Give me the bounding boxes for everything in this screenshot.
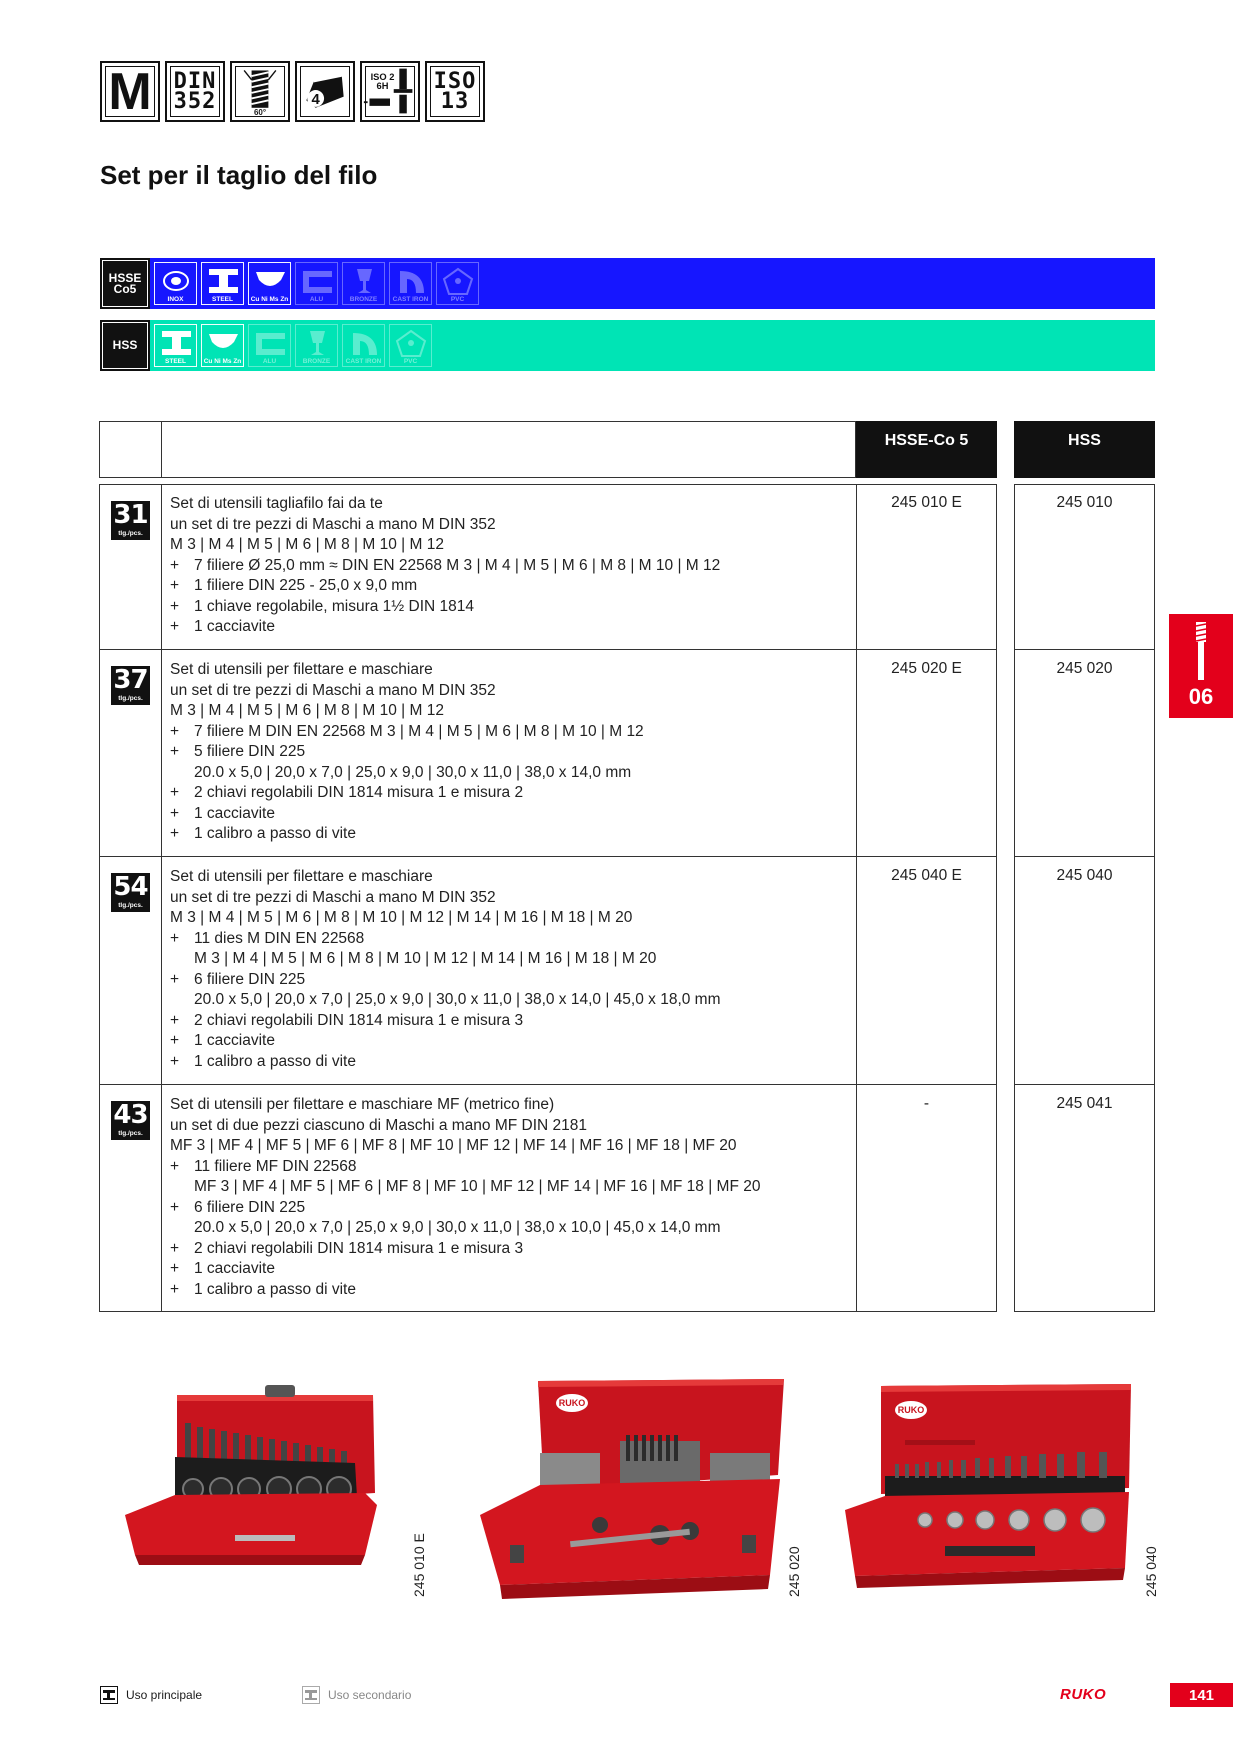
bronze-icon xyxy=(295,324,338,367)
alu-icon xyxy=(248,324,291,367)
svg-text:RUKO: RUKO xyxy=(558,1398,586,1408)
description-line: + 1 calibro a passo di vite xyxy=(170,825,356,842)
legend-primary-use: Uso principale xyxy=(100,1686,202,1704)
product-description xyxy=(170,494,720,638)
description-line: + 1 cacciavite xyxy=(170,1260,275,1277)
table-row-hss-cell xyxy=(1014,857,1155,1085)
hss-material-bar xyxy=(100,320,1155,371)
table-row-hss-cell xyxy=(1014,650,1155,857)
column-header-hss: HSS xyxy=(1014,421,1155,478)
tolerance-class-icon xyxy=(360,61,420,122)
description-line: M 3 | M 4 | M 5 | M 6 | M 8 | M 10 | M 12 xyxy=(170,702,444,719)
page-title: Set per il taglio del filo xyxy=(100,160,378,190)
description-line: + 2 chiavi regolabili DIN 1814 misura 1 e misura 3 xyxy=(170,1239,524,1257)
description-line: un set di tre pezzi di Maschi a mano M DIN 352 xyxy=(170,515,496,533)
article-code-hss[interactable]: 245 041 xyxy=(1056,1095,1113,1112)
product-photo-245010e xyxy=(125,1385,405,1585)
table-row-hss-cell xyxy=(1014,1085,1155,1312)
material-label: STEEL xyxy=(165,358,186,365)
description-line: + 2 chiavi regolabili DIN 1814 misura 1 e misura 2 xyxy=(170,784,524,801)
steel-icon xyxy=(201,262,244,305)
table-header-blank xyxy=(99,421,856,478)
description-line: MF 3 | MF 4 | MF 5 | MF 6 | MF 8 | MF 10 | MF 12 | MF 14 | MF 16 | MF 18 | MF 20 xyxy=(194,1178,761,1195)
material-label: Cu Ni Ms Zn xyxy=(250,296,289,303)
description-line: + 6 filiere DIN 225 xyxy=(170,1198,306,1216)
photo-caption-2: 245 020 xyxy=(786,1546,802,1597)
description-line: + 11 dies M DIN EN 22568 xyxy=(170,929,365,947)
description-line: + 1 cacciavite xyxy=(170,618,275,635)
din-352-icon: DIN 352 xyxy=(165,61,225,122)
cu-ni-ms-zn-icon xyxy=(248,262,291,305)
material-label: CAST IRON xyxy=(392,296,429,303)
piece-count-badge: 43 tlg./pcs. xyxy=(111,1101,150,1140)
legend-secondary-use: Uso secondario xyxy=(302,1686,411,1704)
chapter-number: 06 xyxy=(1188,684,1214,709)
svg-text:RUKO: RUKO xyxy=(897,1405,925,1415)
piece-count-badge: 37 tlg./pcs. xyxy=(111,666,150,705)
article-code-hss[interactable]: 245 010 xyxy=(1056,494,1113,511)
hsse-label: HSSE Co5 xyxy=(102,260,148,307)
cast-iron-icon xyxy=(389,262,432,305)
spec-icon-row xyxy=(100,61,485,122)
article-code-hss[interactable]: 245 020 xyxy=(1056,660,1113,677)
page-number: 141 xyxy=(1170,1683,1233,1707)
description-line: + 7 filiere Ø 25,0 mm ≈ DIN EN 22568 M 3 | M 4 | M 5 | M 6 | M 8 | M 10 | M 12 xyxy=(170,556,721,574)
description-line: + 2 chiavi regolabili DIN 1814 misura 1 e misura 3 xyxy=(170,1011,524,1029)
product-description xyxy=(170,1095,760,1300)
material-label: ALU xyxy=(262,358,277,365)
description-line: + 6 filiere DIN 225 xyxy=(170,970,306,988)
material-label: Cu Ni Ms Zn xyxy=(203,358,242,365)
brand-logo: RUKO xyxy=(1060,1686,1107,1703)
tap-icon xyxy=(1193,622,1209,682)
description-line: + 1 cacciavite xyxy=(170,1032,275,1049)
product-description xyxy=(170,660,644,845)
description-line: + 1 filiere DIN 225 - 25,0 x 9,0 mm xyxy=(170,577,418,594)
description-line: Set di utensili per filettare e maschiare xyxy=(170,661,433,678)
description-line: 20.0 x 5,0 | 20,0 x 7,0 | 25,0 x 9,0 | 30,0 x 11,0 | 38,0 x 10,0 | 45,0 x 14,0 mm xyxy=(194,1219,721,1236)
article-code-hsse[interactable]: 245 040 E xyxy=(891,867,962,884)
material-label: BRONZE xyxy=(349,296,378,303)
description-line: Set di utensili per filettare e maschiare MF (metrico fine) xyxy=(170,1096,555,1113)
cu-ni-ms-zn-icon xyxy=(201,324,244,367)
article-code-hsse[interactable]: 245 010 E xyxy=(891,494,962,511)
steel-icon xyxy=(100,1686,118,1704)
hss-label: HSS xyxy=(102,322,148,369)
steel-dim-icon xyxy=(302,1686,320,1704)
pvc-icon xyxy=(389,324,432,367)
iso-13-icon: ISO 13 xyxy=(425,61,485,122)
material-label: PVC xyxy=(403,358,418,365)
chamfer-form-icon xyxy=(295,61,355,122)
steel-icon xyxy=(154,324,197,367)
description-line: + 1 calibro a passo di vite xyxy=(170,1280,356,1298)
description-line: + 5 filiere DIN 225 xyxy=(170,743,306,760)
product-photo-245020 xyxy=(480,1375,790,1605)
material-label: CAST IRON xyxy=(345,358,382,365)
description-line: + 11 filiere MF DIN 22568 xyxy=(170,1157,357,1175)
material-label: ALU xyxy=(309,296,324,303)
description-line: 20.0 x 5,0 | 20,0 x 7,0 | 25,0 x 9,0 | 30,0 x 11,0 | 38,0 x 14,0 mm xyxy=(194,763,632,781)
material-label: STEEL xyxy=(212,296,233,303)
hsse-material-bar xyxy=(100,258,1155,309)
material-label: BRONZE xyxy=(302,358,331,365)
description-line: + 1 calibro a passo di vite xyxy=(170,1052,356,1070)
product-photo-245040 xyxy=(845,1380,1135,1600)
description-line: Set di utensili per filettare e maschiare xyxy=(170,868,433,885)
description-line: M 3 | M 4 | M 5 | M 6 | M 8 | M 10 | M 12 xyxy=(170,536,444,553)
thread-angle-icon: 60° xyxy=(230,61,290,122)
description-line: Set di utensili tagliafilo fai da te xyxy=(170,495,383,512)
description-line: + 1 chiave regolabile, misura 1½ DIN 1814 xyxy=(170,597,475,615)
description-line: + 7 filiere M DIN EN 22568 M 3 | M 4 | M 5 | M 6 | M 8 | M 10 | M 12 xyxy=(170,722,644,740)
product-description xyxy=(170,867,721,1072)
inox-icon xyxy=(154,262,197,305)
piece-count-badge: 31 tlg./pcs. xyxy=(111,501,150,540)
cast-iron-icon xyxy=(342,324,385,367)
description-line: + 1 cacciavite xyxy=(170,804,275,822)
bronze-icon xyxy=(342,262,385,305)
photo-caption-3: 245 040 xyxy=(1143,1546,1159,1597)
material-label: INOX xyxy=(167,296,184,303)
metric-thread-icon: M xyxy=(100,61,160,122)
column-header-hsse: HSSE-Co 5 xyxy=(856,421,997,478)
description-line: un set di tre pezzi di Maschi a mano M DIN 352 xyxy=(170,681,496,699)
description-line: un set di tre pezzi di Maschi a mano M DIN 352 xyxy=(170,888,496,906)
description-line: 20.0 x 5,0 | 20,0 x 7,0 | 25,0 x 9,0 | 30,0 x 11,0 | 38,0 x 14,0 | 45,0 x 18,0 mm xyxy=(194,991,721,1008)
description-line: MF 3 | MF 4 | MF 5 | MF 6 | MF 8 | MF 10 | MF 12 | MF 14 | MF 16 | MF 18 | MF 20 xyxy=(170,1137,737,1154)
article-code-hsse[interactable]: - xyxy=(923,1095,930,1112)
material-label: PVC xyxy=(450,296,465,303)
description-line: M 3 | M 4 | M 5 | M 6 | M 8 | M 10 | M 12 | M 14 | M 16 | M 18 | M 20 xyxy=(170,909,633,926)
article-code-hsse[interactable]: 245 020 E xyxy=(891,660,962,677)
pvc-icon xyxy=(436,262,479,305)
svg-text:4: 4 xyxy=(311,91,320,109)
article-code-hss[interactable]: 245 040 xyxy=(1056,867,1113,884)
alu-icon xyxy=(295,262,338,305)
svg-text:ISO 2: ISO 2 xyxy=(370,71,395,82)
chapter-tab[interactable] xyxy=(1169,614,1233,718)
description-line: M 3 | M 4 | M 5 | M 6 | M 8 | M 10 | M 12 | M 14 | M 16 | M 18 | M 20 xyxy=(194,950,657,967)
piece-count-badge: 54 tlg./pcs. xyxy=(111,873,150,912)
svg-text:6H: 6H xyxy=(376,81,389,92)
photo-caption-1: 245 010 E xyxy=(411,1533,427,1597)
description-line: un set di due pezzi ciascuno di Maschi a mano MF DIN 2181 xyxy=(170,1116,587,1134)
